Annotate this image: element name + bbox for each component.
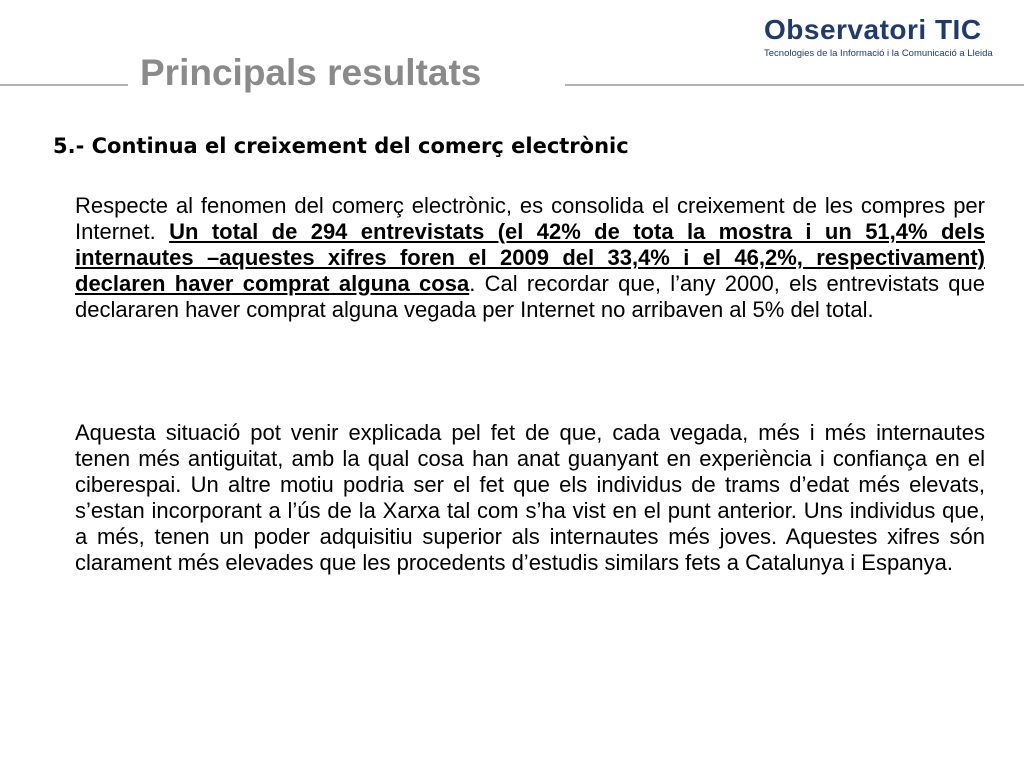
paragraph-2: Aquesta situació pot venir explicada pel fet de que, cada vegada, més i més internautes tenen més antiguitat, amb la qual cosa han anat guanyant en experiència i confiança en el ciberespai. Un altre motiu podria ser el fet que els individus de trams d’edat més elevats, s’estan incorporant a l’ús de la Xarxa tal com s’ha vist en el punt anterior. Uns individus que, a més, tenen un poder adquisitiu superior als internautes més joves. Aquestes xifres són clarament més elevades que les procedents d’estudis similars fets a Catalunya i Espanya. (75, 420, 985, 575)
title-rule-left (0, 84, 128, 86)
title-rule-right (565, 84, 1024, 86)
paragraph-1-lead: Respecte al fenomen del comerç electrònic, es consolida el creixement de les compres per Internet. (75, 193, 985, 244)
section-heading: 5.- Continua el creixement del comerç electrònic (53, 134, 629, 158)
page-title: Principals resultats (140, 52, 482, 93)
observatori-logo (764, 14, 1014, 70)
paragraph-1-highlight: Un total de 294 entrevistats (el 42% de tota la mostra i un 51,4% dels internautes –aquestes xifres foren el 2009 del 33,4% i el 46,2%, respectivament) declaren haver comprat alguna cosa (75, 219, 985, 296)
logo-name: Observatori TIC (764, 14, 982, 45)
paragraph-1-tail: . Cal recordar que, l’any 2000, els entrevistats que declararen haver comprat alguna vegada per Internet no arribaven al 5% del total. (75, 271, 985, 322)
logo-tagline: Tecnologies de la Informació i la Comunicació a Lleida (764, 48, 993, 59)
paragraph-1 (75, 193, 985, 323)
